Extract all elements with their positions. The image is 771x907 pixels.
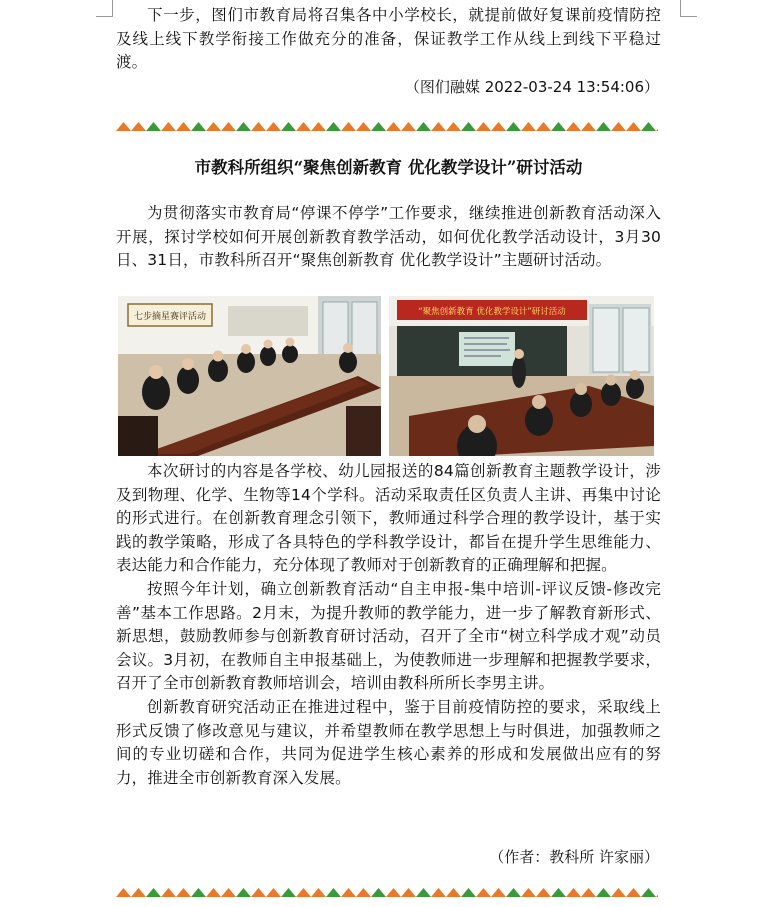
divider-triangle bbox=[221, 122, 236, 131]
divider-triangle bbox=[356, 122, 371, 131]
divider-triangle bbox=[581, 888, 596, 897]
article-paragraph-4: 创新教育研究活动正在推进过程中，鉴于目前疫情防控的要求，采取线上形式反馈了修改意见与建议，并希望教师在教学思想上与时俱进，加强教师之间的专业切磋和合作，共同为促进学生核心素养的形成和发展做出应有的努力，推进全市创新教育深入发展。 bbox=[116, 697, 661, 787]
divider-triangle bbox=[626, 122, 641, 131]
divider-triangle bbox=[296, 122, 311, 131]
intro-source: （图们融媒 2022-03-24 13:54:06） bbox=[404, 78, 659, 96]
article-paragraph-1: 为贯彻落实市教育局“停课不停学”工作要求，继续推进创新教育活动深入开展，探讨学校如何开展创新教育教学活动，如何优化教学活动设计，3月30日、31日，市教科所召开“聚焦创新教育 优化教学设计”主题研讨活动。 bbox=[116, 204, 661, 270]
divider-triangle bbox=[386, 122, 401, 131]
divider-triangle bbox=[251, 888, 266, 897]
divider-triangle bbox=[566, 888, 581, 897]
divider-triangle bbox=[596, 888, 611, 897]
divider-triangle bbox=[461, 122, 476, 131]
divider-triangle bbox=[401, 888, 416, 897]
crop-mark-top-right bbox=[680, 0, 697, 17]
divider-triangle bbox=[641, 888, 656, 897]
divider-triangle bbox=[491, 888, 506, 897]
divider-triangle bbox=[206, 888, 221, 897]
article-body bbox=[116, 460, 661, 790]
left-photo-banner: 七步摘星赛评活动 bbox=[133, 312, 207, 322]
divider-triangle bbox=[206, 122, 221, 131]
divider-triangle bbox=[506, 888, 521, 897]
divider-triangle bbox=[236, 122, 251, 131]
divider-triangle bbox=[296, 888, 311, 897]
divider-triangle bbox=[491, 122, 506, 131]
divider-triangle bbox=[551, 888, 566, 897]
divider-triangle bbox=[116, 122, 131, 131]
divider-triangle bbox=[161, 888, 176, 897]
divider-triangle bbox=[431, 122, 446, 131]
article-title: 市教科所组织“聚焦创新教育 优化教学设计”研讨活动 bbox=[194, 158, 583, 177]
divider-triangle bbox=[386, 888, 401, 897]
divider-triangle bbox=[371, 122, 386, 131]
divider-triangle bbox=[311, 888, 326, 897]
intro-text bbox=[116, 4, 661, 75]
divider-triangle bbox=[266, 122, 281, 131]
divider-triangle bbox=[191, 888, 206, 897]
divider-triangle bbox=[476, 122, 491, 131]
divider-triangle bbox=[446, 122, 461, 131]
crop-mark-top-left bbox=[96, 0, 113, 17]
divider-triangle bbox=[401, 122, 416, 131]
divider-triangle bbox=[521, 122, 536, 131]
divider-triangle bbox=[566, 122, 581, 131]
divider-triangle bbox=[446, 888, 461, 897]
divider-triangle bbox=[356, 888, 371, 897]
divider-triangle bbox=[281, 888, 296, 897]
divider-triangle bbox=[176, 888, 191, 897]
divider-triangle bbox=[536, 122, 551, 131]
divider-triangle bbox=[521, 888, 536, 897]
meeting-photo-left bbox=[118, 296, 381, 456]
divider-triangle bbox=[476, 888, 491, 897]
divider-triangle bbox=[161, 122, 176, 131]
divider-triangle bbox=[551, 122, 566, 131]
divider-triangle bbox=[461, 888, 476, 897]
divider-triangle bbox=[281, 122, 296, 131]
divider-triangle bbox=[431, 888, 446, 897]
divider-triangle bbox=[131, 122, 146, 131]
article-lead bbox=[116, 202, 661, 273]
divider-triangle bbox=[656, 122, 658, 131]
divider-top bbox=[116, 122, 658, 131]
divider-triangle bbox=[596, 122, 611, 131]
right-photo-banner: “聚焦创新教育 优化教学设计”研讨活动 bbox=[418, 307, 566, 317]
divider-triangle bbox=[641, 122, 656, 131]
divider-triangle bbox=[116, 888, 131, 897]
divider-triangle bbox=[326, 888, 341, 897]
divider-triangle bbox=[266, 888, 281, 897]
divider-triangle bbox=[341, 888, 356, 897]
divider-triangle bbox=[146, 888, 161, 897]
divider-bottom bbox=[116, 888, 658, 897]
article-author: （作者：教科所 许家丽） bbox=[489, 848, 659, 866]
divider-triangle bbox=[131, 888, 146, 897]
divider-triangle bbox=[371, 888, 386, 897]
divider-triangle bbox=[191, 122, 206, 131]
divider-triangle bbox=[581, 122, 596, 131]
intro-paragraph: 下一步，图们市教育局将召集各中小学校长，就提前做好复课前疫情防控及线上线下教学衔接工作做充分的准备，保证教学工作从线上到线下平稳过渡。 bbox=[116, 6, 661, 72]
divider-triangle bbox=[221, 888, 236, 897]
divider-triangle bbox=[506, 122, 521, 131]
divider-triangle bbox=[146, 122, 161, 131]
divider-triangle bbox=[341, 122, 356, 131]
divider-triangle bbox=[416, 122, 431, 131]
divider-triangle bbox=[626, 888, 641, 897]
divider-triangle bbox=[176, 122, 191, 131]
divider-triangle bbox=[236, 888, 251, 897]
divider-triangle bbox=[251, 122, 266, 131]
divider-triangle bbox=[311, 122, 326, 131]
divider-triangle bbox=[611, 888, 626, 897]
article-paragraph-3: 按照今年计划，确立创新教育活动“自主申报-集中培训-评议反馈-修改完善”基本工作思路。2月末，为提升教师的教学能力，进一步了解教育新形式、新思想，鼓励教师参与创新教育研讨活动，召开了全市“树立科学成才观”动员会议。3月初，在教师自主申报基础上，为使教师进一步理解和把握教学要求，召开了全市创新教育教师培训会，培训由教科所所长李男主讲。 bbox=[116, 579, 661, 693]
divider-triangle bbox=[611, 122, 626, 131]
meeting-photo-right bbox=[389, 296, 654, 456]
divider-triangle bbox=[416, 888, 431, 897]
article-paragraph-2: 本次研讨的内容是各学校、幼儿园报送的84篇创新教育主题教学设计，涉及到物理、化学、生物等14个学科。活动采取责任区负责人主讲、再集中讨论的形式进行。在创新教育理念引领下，教师通过科学合理的教学设计，基于实践的教学策略，形成了各具特色的学科教学设计，都旨在提升学生思维能力、表达能力和合作能力，充分体现了教师对于创新教育的正确理解和把握。 bbox=[116, 462, 661, 575]
divider-triangle bbox=[656, 888, 658, 897]
divider-triangle bbox=[326, 122, 341, 131]
divider-triangle bbox=[536, 888, 551, 897]
